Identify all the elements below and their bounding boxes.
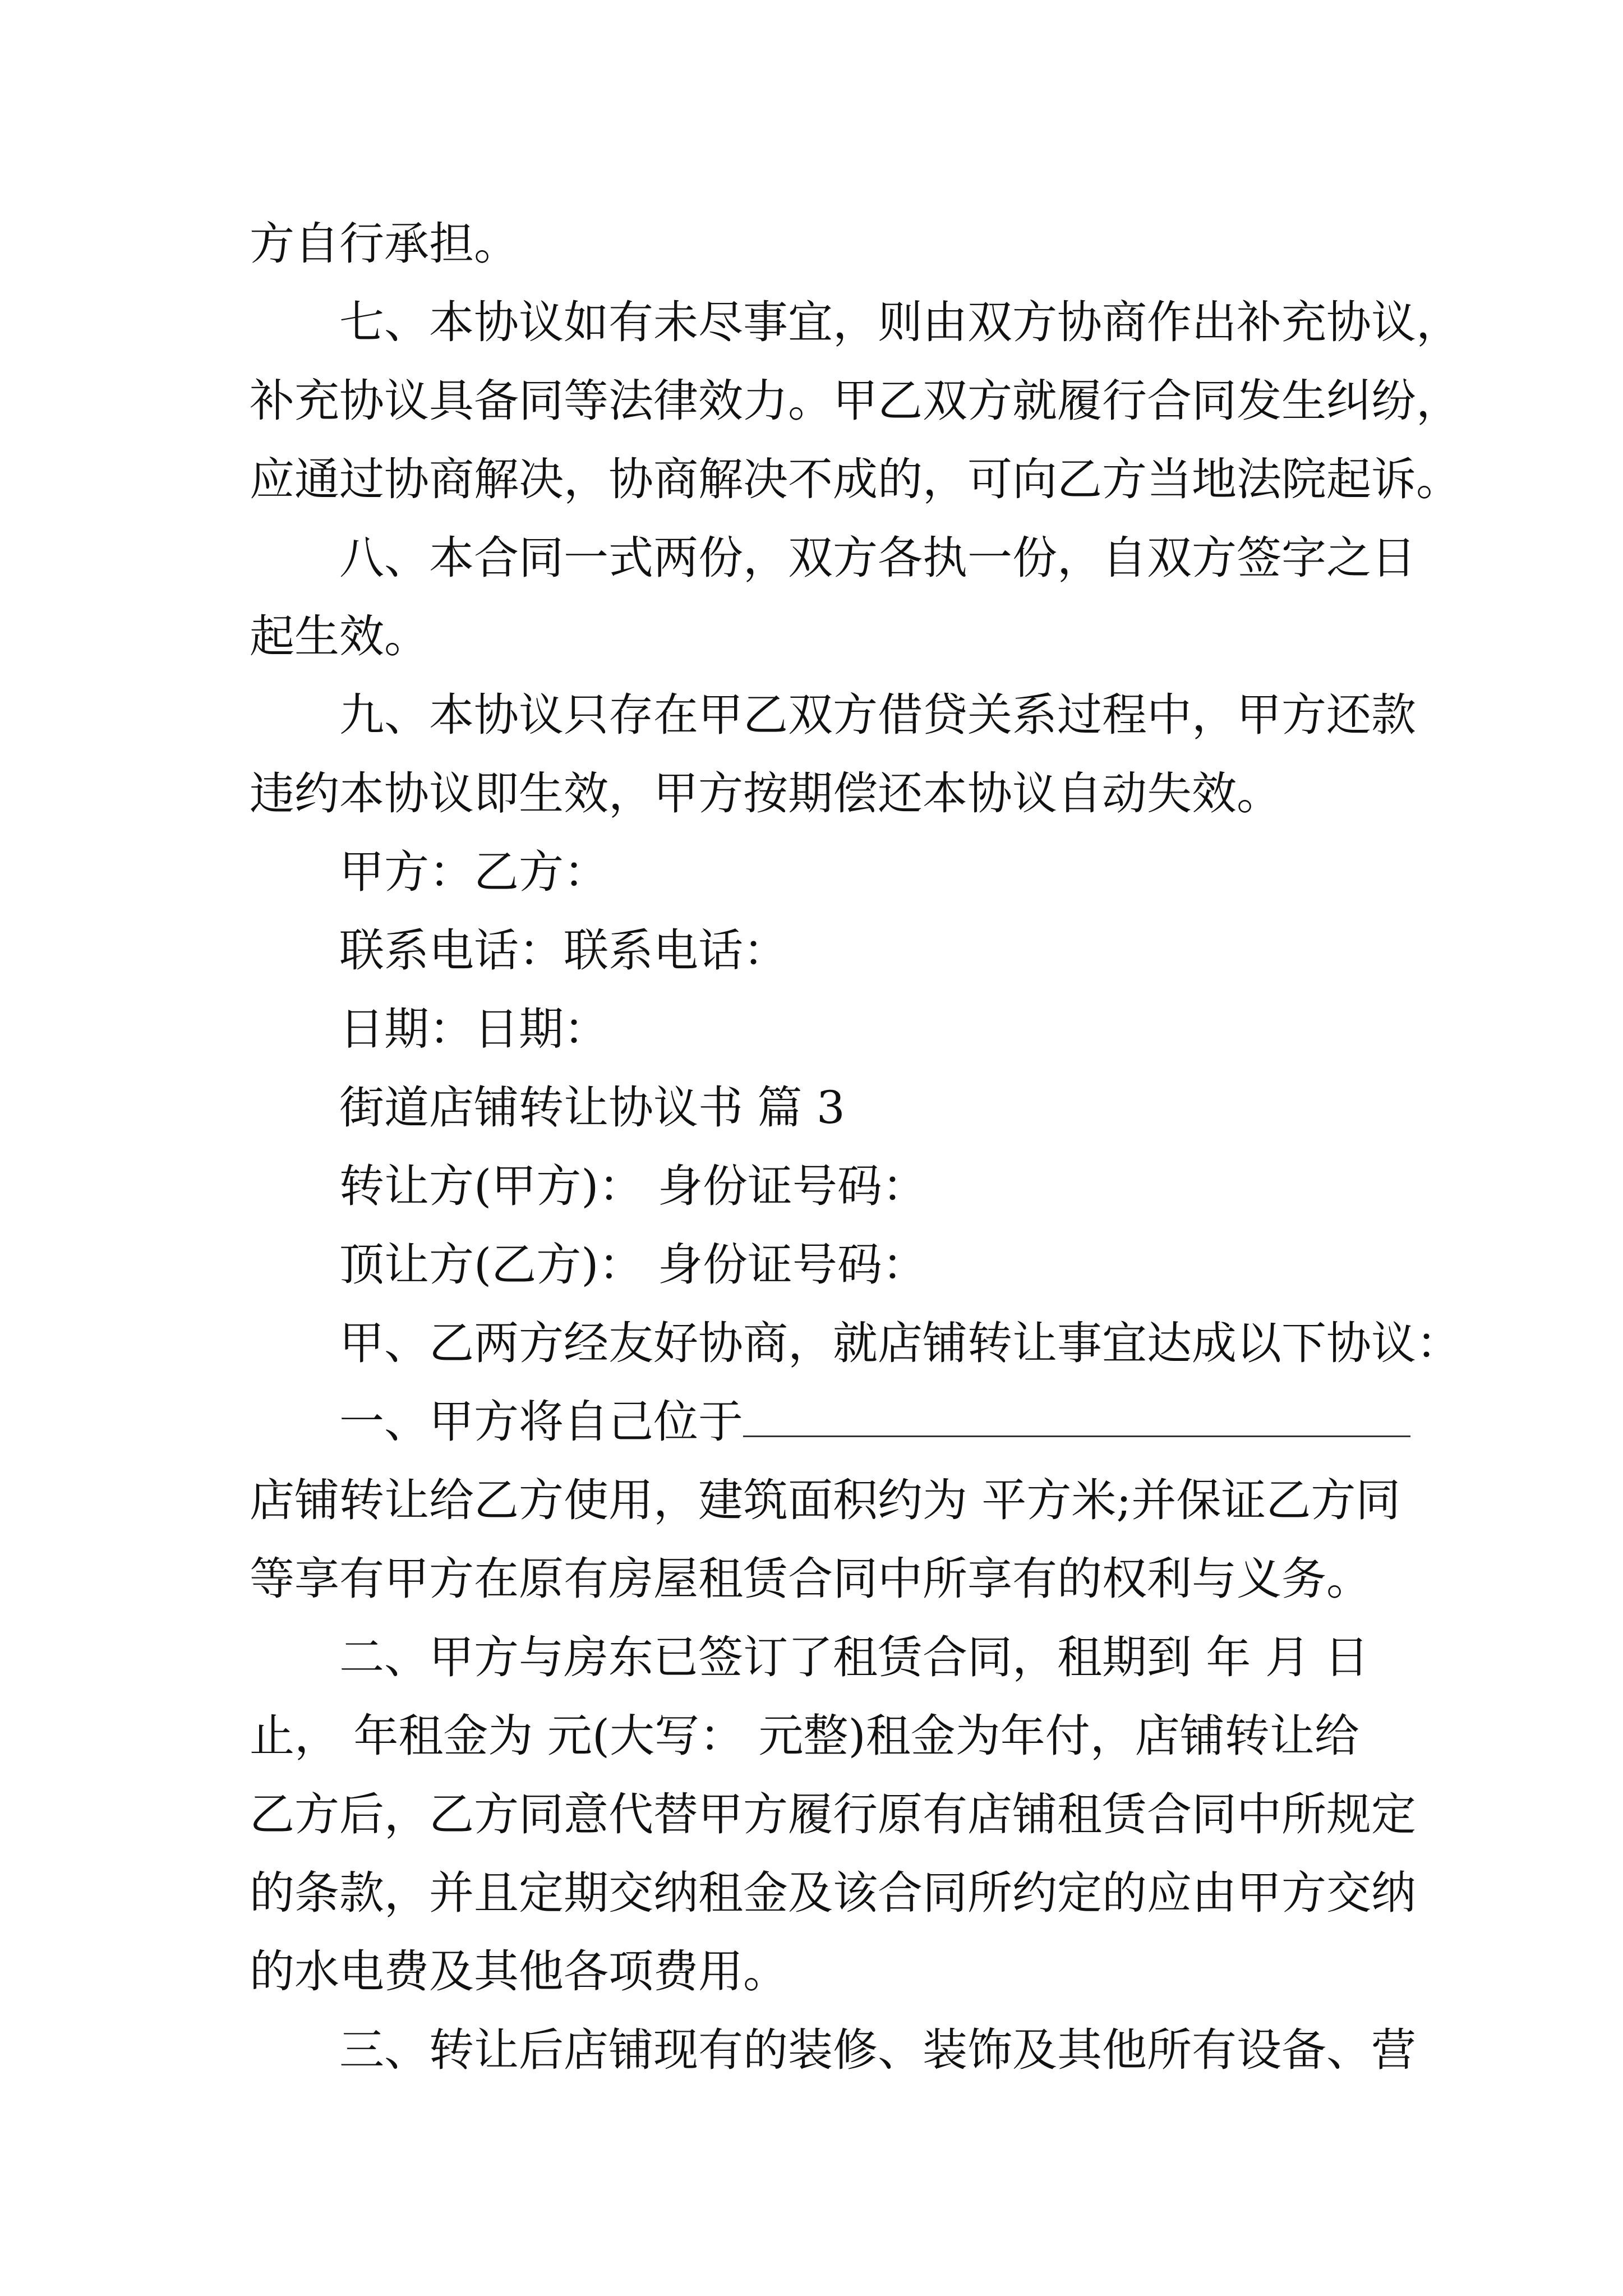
text-line: 方自行承担。 [250,218,519,270]
transferor-line: 转让方(甲方)： 身份证号码： [339,1160,927,1212]
transferee-line: 顶让方(乙方)： 身份证号码： [339,1239,927,1291]
clause-1-heading [339,1394,1410,1450]
clause-3-heading: 三、转让后店铺现有的装修、装饰及其他所有设备、营 [339,2024,1416,2076]
clause-9-heading: 九、本协议只存在甲乙双方借贷关系过程中，甲方还款 [339,689,1416,741]
address-blank [743,1396,1410,1437]
text-line: 的条款，并且定期交纳租金及该合同所约定的应由甲方交纳 [250,1867,1416,1919]
signature-date: 日期：日期： [339,1003,608,1055]
text-line: 的水电费及其他各项费用。 [250,1945,788,1998]
text-line: 止， 年租金为 元(大写： 元整)租金为年付，店铺转让给 [250,1710,1359,1762]
text-line: 应通过协商解决，协商解决不成的，可向乙方当地法院起诉。 [250,453,1461,505]
signature-parties: 甲方：乙方： [339,846,608,898]
clause-1-text: 一、甲方将自己位于 [339,1396,743,1448]
signature-phone: 联系电话：联系电话： [339,924,788,977]
text-line: 补充协议具备同等法律效力。甲乙双方就履行合同发生纠纷， [250,375,1461,427]
clause-7-heading: 七、本协议如有未尽事宜，则由双方协商作出补充协议， [339,296,1461,348]
text-line: 等享有甲方在原有房屋租赁合同中所享有的权利与义务。 [250,1553,1371,1605]
text-line: 起生效。 [250,610,429,662]
text-line: 乙方后，乙方同意代替甲方履行原有店铺租赁合同中所规定 [250,1788,1416,1841]
clause-8-heading: 八、本合同一式两份，双方各执一份，自双方签字之日 [339,532,1416,584]
clause-2-heading: 二、甲方与房东已签订了租赁合同，租期到 年 月 日 [339,1631,1370,1683]
section-title: 街道店铺转让协议书 篇 3 [339,1082,845,1134]
text-line: 店铺转让给乙方使用，建筑面积约为 平方米;并保证乙方同 [250,1474,1401,1526]
text-line: 违约本协议即生效，甲方按期偿还本协议自动失效。 [250,767,1281,820]
agreement-intro: 甲、乙两方经友好协商，就店铺转让事宜达成以下协议： [339,1317,1461,1369]
